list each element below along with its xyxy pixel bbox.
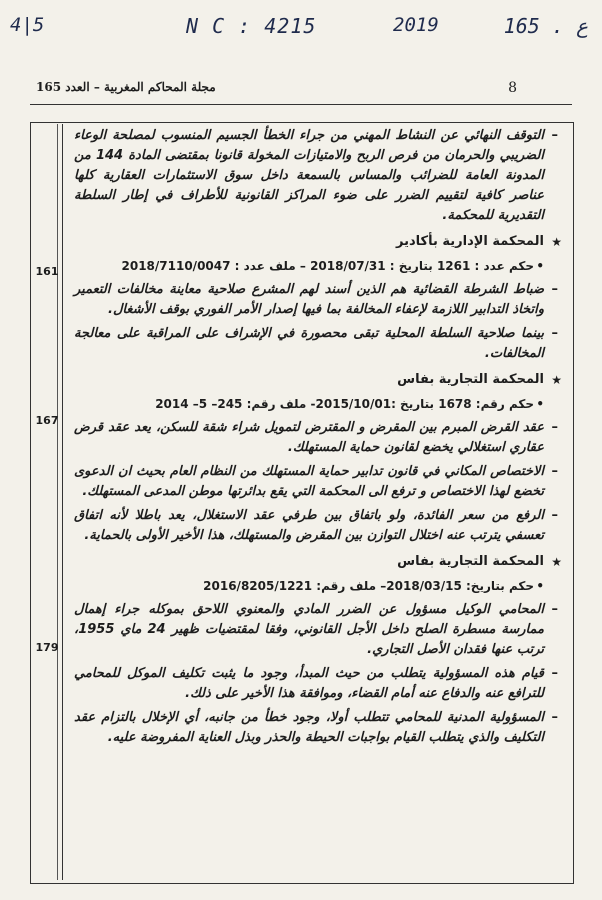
ruling-point: – الرفع من سعر الفائدة، ولو باتفاق بين طرفي عقد الاستغلال، يعد باطلا لأنه اتفاق تعسفي يترتب عنه اختلال التوازن بين المقرض والمستهلك، هذا الأخير الأولى بالحماية. (74, 506, 560, 546)
handwritten-year: 2019 (393, 14, 439, 36)
handwritten-issue: 165 . ع (503, 14, 588, 38)
ruling-point: – الاختصاص المكاني في قانون تدابير حماية المستهلك من النظام العام بحيث ان الدعوى تخضع لهذا الاختصاص و ترفع الى المحكمة التي يقع بدائرتها موطن المدعى المستهلك. (74, 462, 560, 502)
handwritten-reference: N C : 4215 (186, 14, 317, 38)
ruling-point: – ضباط الشرطة القضائية هم الذين أسند لهم المشرع صلاحية معاينة مخالفات التعمير واتخاذ التدابير اللازمة لإعفاء المخالفة بما فيها إصدار الأمر الفوري بوقف الأشغال. (74, 280, 560, 320)
court-heading: ★ المحكمة التجارية بفاس (74, 552, 560, 572)
ruling-point: – قيام هذه المسؤولية يتطلب من حيث المبدأ، وجود ما يثبت تكليف الموكل للمحامي للترافع عنه والدفاع عنه أمام القضاء، وموافقة هذا الأخير على ذلك. (74, 664, 560, 704)
summary-content (74, 126, 560, 752)
court-heading: ★ المحكمة الإدارية بأكادير (74, 232, 560, 252)
header-divider (30, 104, 572, 105)
page-ref-161: 161 (35, 265, 59, 278)
ruling-point: – عقد القرض المبرم بين المقرض و المقترض لتمويل شراء شقة للسكن، يعد عقد قرض عقاري استغلالي يخضع لقانون حماية المستهلك. (74, 418, 560, 458)
ruling-reference: • حكم عدد : 1261 بتاريخ : 2018/07/31 – ملف عدد : 2018/7110/0047 (74, 256, 560, 276)
page-ref-179: 179 (35, 641, 59, 654)
page-ref-167: 167 (35, 414, 59, 427)
ruling-reference: • حكم بتاريخ: 2018/03/15– ملف رقم: 2016/8205/1221 (74, 576, 560, 596)
ruling-point: – بينما صلاحية السلطة المحلية تبقى محصورة في الإشراف على المراقبة على معالجة المخالفات. (74, 324, 560, 364)
journal-title: مجلة المحاكم المغربية – العدد 165 (36, 80, 216, 94)
ruling-point: – المسؤولية المدنية للمحامي تتطلب أولا، وجود خطأ من جانبه، أي الإخلال بالتزام عقد التكليف والذي يتطلب القيام بواجبات الحيطة والحذر وبذل العناية المفروضة عليه. (74, 708, 560, 748)
court-heading: ★ المحكمة التجارية بفاس (74, 370, 560, 390)
handwritten-page-count: 4|5 (10, 14, 45, 36)
page-number: 8 (508, 80, 517, 96)
intro-paragraph: – التوقف النهائي عن النشاط المهني من جراء الخطأ الجسيم المنسوب لمصلحة الوعاء الضريبي والحرمان من فرص الربح والامتيازات المخولة قانونا بمقتضى المادة 144 من المدونة العامة للضرائب والمساس بالسمعة داخل سوق الاستثمارات العقارية كلها عناصر كافية لتقييم الضرر على ضوء المراكز القانونية للأطراف في إطار السلطة التقديرية للمحكمة. (74, 126, 560, 226)
ruling-point: – المحامي الوكيل مسؤول عن الضرر المادي والمعنوي اللاحق بموكله جراء إهمال ممارسة مسطرة الصلح داخل الأجل القانوني، وفقا لمقتضيات ظهير 24 ماي 1955، ترتب عنها فقدان الأصل التجاري. (74, 600, 560, 660)
ruling-reference: • حكم رقم: 1678 بتاريخ :2015/10/01- ملف رقم: 245– 5– 2014 (74, 394, 560, 414)
page-number-column (32, 124, 63, 880)
